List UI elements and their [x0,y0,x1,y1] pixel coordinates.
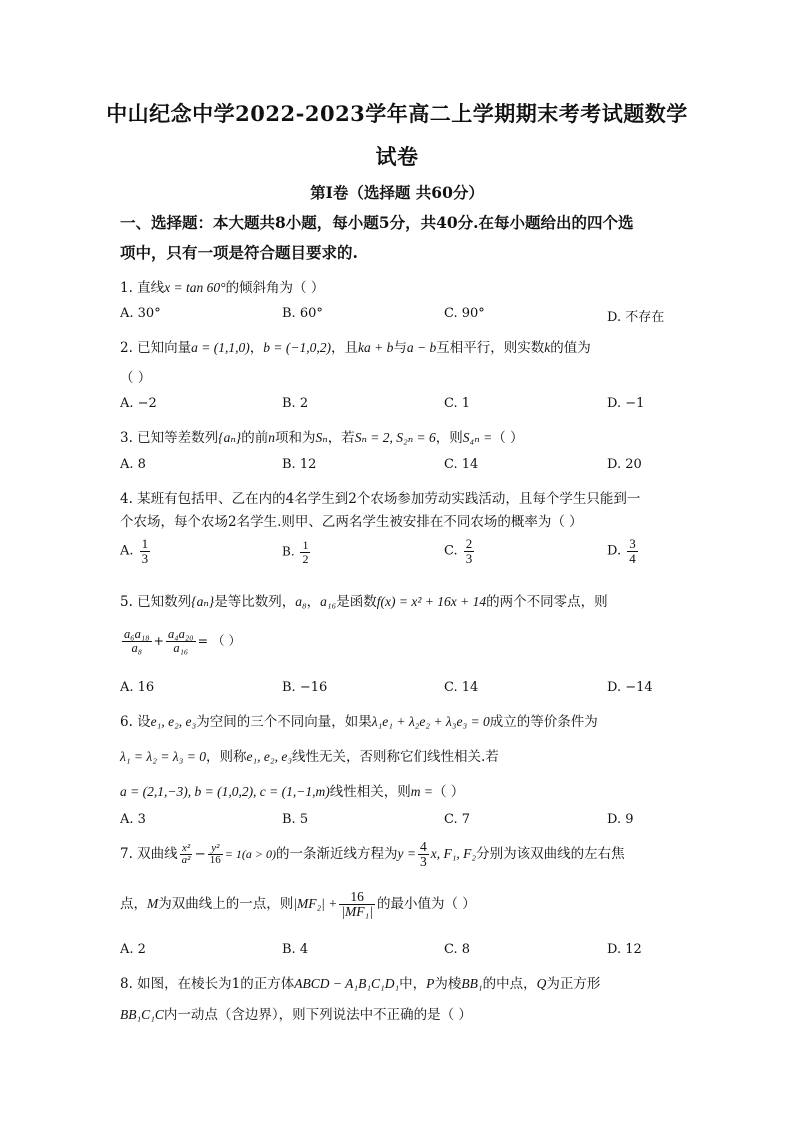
q8-sep2: 为棱 [434,976,462,992]
q3-sn: Sₙ [315,430,328,445]
fraction-numerator: 1 [302,538,309,552]
q8-text-post: 为正方形 [546,976,601,992]
q2-expr-2: a − b [406,340,437,355]
q4-option-c [444,537,476,565]
fraction-numerator: y² [208,843,223,856]
q2-sep3: 与 [393,340,407,356]
q7-line2-mid: 为双曲线上的一点，则 [158,896,294,913]
q2-expr-1: ka + b [358,340,394,355]
q1-text: 1. 直线 [120,280,165,296]
q4-option-c-label: C. [444,543,458,559]
q6-text-post: 成立的等价条件为 [489,714,598,730]
q5-text: 5. 已知数列 [120,594,192,610]
q5-option-c: C. 14 [444,680,479,695]
question-3 [120,426,680,446]
fraction-denominator: 4 [629,550,636,566]
q1-option-d: D. 不存在 [607,310,665,325]
q7-text: 7. 双曲线 [120,846,178,863]
q5-sep2: ， [306,594,321,610]
q2-sep2: ，且 [331,340,358,356]
q2-option-a: A. −2 [120,396,157,411]
q5-seq: {aₙ} [191,594,215,609]
q7-y-eq: y = [397,846,416,862]
q6-option-d: D. 9 [607,812,634,827]
fraction-numerator: 1 [141,536,149,551]
q2-option-b: B. 2 [282,396,309,411]
q8-point-q: Q [536,976,547,991]
q4-option-a-fraction [140,537,151,565]
q4-option-b [282,539,312,565]
q5-sep3: 是函数 [336,594,377,610]
q3-target: S₄ₙ = [462,430,493,445]
q6-var-m: m = [410,784,433,799]
q4-option-d [607,537,640,565]
q5-fraction-2 [166,628,196,655]
question-1 [120,276,680,296]
q2-text-post2: 的值为 [550,340,591,356]
q7-distance: |MF₂| + [293,896,338,912]
q1-math: x = tan 60° [164,280,226,295]
q6-vectors-2: e₁, e₂, e₃ [246,749,293,764]
fraction-numerator: x² [180,843,193,856]
q4-option-d-label: D. [607,543,622,559]
question-5 [120,590,680,610]
q6-given-vectors: a = (2,1,−3), b = (1,0,2), c = (1,−1,m) [120,784,330,799]
q2-vector-b: b = (−1,0,2) [263,340,331,355]
q8-sep1: 中， [399,976,427,992]
question-6 [120,710,680,730]
q6-line-3 [120,780,680,800]
q4-option-a [120,537,152,565]
fraction-denominator: 3 [141,550,149,566]
q6-text-post3: （ ） [433,784,465,800]
q8-line2-text: 内一动点（含边界），则下列说法中不正确的是（ ） [163,1007,472,1023]
q6-option-c: C. 7 [444,812,471,827]
q1-text-post: 的倾斜角为（ ） [225,280,325,296]
exam-title-line-2: 试卷 [375,144,419,169]
question-7 [120,840,680,869]
q3-condition: Sₙ = 2, S₂ₙ = 6 [354,430,436,445]
q7-fraction-y [208,843,223,867]
part-heading: 第I卷（选择题 共60分） [310,183,484,202]
q3-sep1: 的前 [241,430,269,446]
q6-combination: λ₁e₁ + λ₂e₂ + λ₃e₃ = 0 [371,714,490,729]
q4-option-a-label: A. [120,543,134,559]
q5-fraction-1 [122,628,152,655]
fraction-numerator: 2 [465,536,473,551]
q2-var-k: k [544,340,551,355]
question-8 [120,972,680,992]
q5-expression [120,628,680,655]
q7-option-c: C. 8 [444,942,471,957]
q8-edge: BB₁ [461,976,483,991]
fraction-denominator: |MF₁| [341,904,373,920]
q7-line-2 [120,890,680,919]
q6-vectors: e₁, e₂, e₃ [150,714,197,729]
q2-text-post: 互相平行，则实数 [436,340,545,356]
q2-text: 2. 已知向量 [120,340,192,356]
fraction-denominator: a₁₆ [173,641,189,656]
q6-line-2 [120,745,680,765]
question-2 [120,336,680,356]
q8-text: 8. 如图，在棱长为1的正方体 [120,976,295,992]
q7-fraction-slope [418,840,429,869]
q6-sep1: 为空间的三个不同向量，如果 [196,714,372,730]
q3-option-d: D. 20 [607,457,642,472]
q2-answer-blank: （ ） [120,370,152,386]
section-intro-line-1: 一、选择题：本大题共8小题，每小题5分，共40分.在每小题给出的四个选 [120,213,634,232]
q5-option-b: B. −16 [282,680,328,695]
fraction-numerator: a₆a₁₈ [124,627,150,641]
q6-option-b: B. 5 [282,812,309,827]
q5-answer-blank: = （ ） [197,633,241,649]
fraction-denominator: 16 [209,854,221,867]
q4-option-b-fraction [300,539,310,565]
q7-line2-pre: 点， [120,896,147,913]
q2-vector-a: a = (1,1,0) [191,340,250,355]
q7-option-d: D. 12 [607,942,642,957]
q1-option-c: C. 90° [444,306,485,321]
question-4-line-2: 个农场，每个农场2名学生.则甲、乙两名学生被安排在不同农场的概率为（ ） [120,514,583,530]
fraction-denominator: a² [181,854,191,867]
minus-sign: − [194,846,206,863]
q6-text-post2: 线性无关，否则称它们线性相关.若 [292,749,499,765]
q3-option-c: C. 14 [444,457,479,472]
q3-seq: {aₙ} [218,430,242,445]
fraction-denominator: 3 [465,550,473,566]
q3-option-a: A. 8 [120,457,146,472]
q3-text-post: （ ） [492,430,524,446]
q3-text: 3. 已知等差数列 [120,430,219,446]
q2-option-d: D. −1 [607,396,645,411]
q6-option-a: A. 3 [120,812,146,827]
q2-option-c: C. 1 [444,396,471,411]
q3-sep3: ，若 [327,430,355,446]
q4-option-b-label: B. [282,544,295,559]
q6-sep5: 线性相关，则 [329,784,411,800]
q3-var-n: n [268,430,275,445]
q3-option-b: B. 12 [282,457,317,472]
q7-foci: x, F₁, F₂ [430,846,477,862]
q5-option-d: D. −14 [607,680,653,695]
q7-fraction-x [180,843,193,867]
fraction-numerator: 4 [419,839,427,854]
q7-option-a: A. 2 [120,942,146,957]
q7-option-b: B. 4 [282,942,309,957]
q8-sep3: 的中点， [482,976,537,992]
q7-fraction-distance [339,890,375,919]
q7-text-post: 分别为该双曲线的左右焦 [476,846,625,863]
q7-line2-post: 的最小值为（ ） [376,896,476,913]
q4-option-d-fraction [627,537,638,565]
q6-sep3: ，则称 [205,749,247,765]
q2-sep1: ， [249,340,264,356]
q1-option-b: B. 60° [282,306,323,321]
q3-sep2: 项和为 [274,430,316,446]
q8-line-2 [120,1003,680,1023]
fraction-numerator: a₄a₂₀ [168,627,194,641]
q5-text-post: 的两个不同零点，则 [486,594,608,610]
fraction-numerator: 3 [629,536,636,551]
q5-a8: a₈ [295,594,307,609]
fraction-denominator: 3 [419,854,427,870]
q8-cube: ABCD − A₁B₁C₁D₁ [294,976,400,991]
q1-option-a: A. 30° [120,306,161,321]
fraction-numerator: 16 [339,890,375,905]
section-intro-line-2: 项中，只有一项是符合题目要求的. [120,243,358,262]
q8-square: BB₁C₁C [120,1007,164,1022]
q5-function: f(x) = x² + 16x + 14 [376,594,487,609]
q4-option-c-fraction [464,537,475,565]
q3-sep4: ，则 [435,430,463,446]
q7-sep1: 的一条渐近线方程为 [275,846,398,863]
q6-lambda-zero: λ₁ = λ₂ = λ₃ = 0 [120,749,206,764]
fraction-denominator: 2 [302,551,309,566]
plus-sign: + [153,633,165,649]
q5-sep1: 是等比数列， [214,594,296,610]
q6-text: 6. 设 [120,714,151,730]
question-4-line-1: 4. 某班有包括甲、乙在内的4名学生到2个农场参加劳动实践活动，且每个学生只能到一 [120,491,641,507]
fraction-denominator: a₈ [131,641,143,656]
q8-point-p: P [426,976,435,991]
q5-a16: a₁₆ [320,594,337,609]
q7-point-m: M [147,896,159,912]
exam-title-line-1: 中山纪念中学2022-2023学年高二上学期期末考考试题数学 [106,101,688,126]
q7-equation: = 1(a > 0) [224,847,276,862]
q5-option-a: A. 16 [120,680,155,695]
